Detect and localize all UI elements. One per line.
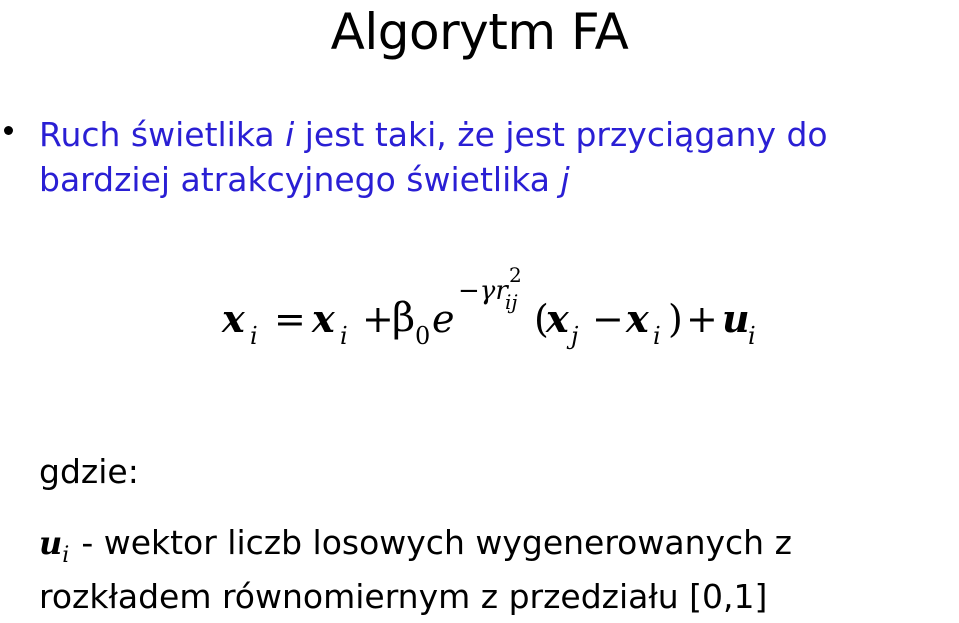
formula-sub-i-2: i	[653, 322, 661, 350]
slide-title: Algorytm FA	[330, 3, 629, 61]
bullet-text	[39, 112, 954, 202]
bullet-var-j: j	[560, 160, 570, 199]
formula-sub-i-u: i	[748, 322, 756, 350]
formula-x-lhs: x	[222, 296, 245, 341]
formula-exp-sup-2: 2	[509, 263, 522, 287]
formula-minus: −	[592, 297, 624, 341]
formula-x-rhs: x	[312, 296, 335, 341]
formula-exp-gamma-r: −γr	[458, 276, 508, 306]
formula-sub-i-lhs: i	[250, 322, 258, 350]
definition-symbol-sub-i: i	[62, 543, 70, 568]
formula-beta: β	[392, 295, 416, 341]
definition-text	[39, 518, 954, 621]
formula-u: u	[722, 296, 750, 341]
formula-e: e	[432, 297, 455, 341]
definition-symbol-u: u	[39, 524, 63, 562]
bullet-text-part1: Ruch świetlika	[39, 115, 286, 154]
formula-plus-2: +	[686, 297, 718, 341]
formula-exp-sub-ij: ij	[505, 290, 518, 314]
bullet-var-i: i	[285, 115, 295, 154]
formula-right-paren: )	[668, 297, 683, 341]
definition-description: - wektor liczb losowych wygenerowanych z rozkładem równomiernym z przedziału [0,1]	[39, 523, 792, 616]
formula-sub-0: 0	[415, 322, 431, 350]
formula-sub-i-rhs: i	[340, 322, 348, 350]
formula-plus-1: +	[362, 297, 394, 341]
formula-x-j: x	[546, 296, 569, 341]
update-formula	[222, 262, 842, 372]
formula-x-i-2: x	[626, 296, 649, 341]
bullet-dot-icon	[4, 126, 13, 135]
where-label: gdzie:	[39, 452, 139, 491]
bullet-text-part2: jest taki, że jest przyciągany do bardziej atrakcyjnego świetlika	[39, 115, 828, 199]
formula-left-paren: (	[534, 297, 549, 341]
formula-equals: =	[274, 297, 306, 341]
formula-sub-j: j	[571, 322, 579, 350]
